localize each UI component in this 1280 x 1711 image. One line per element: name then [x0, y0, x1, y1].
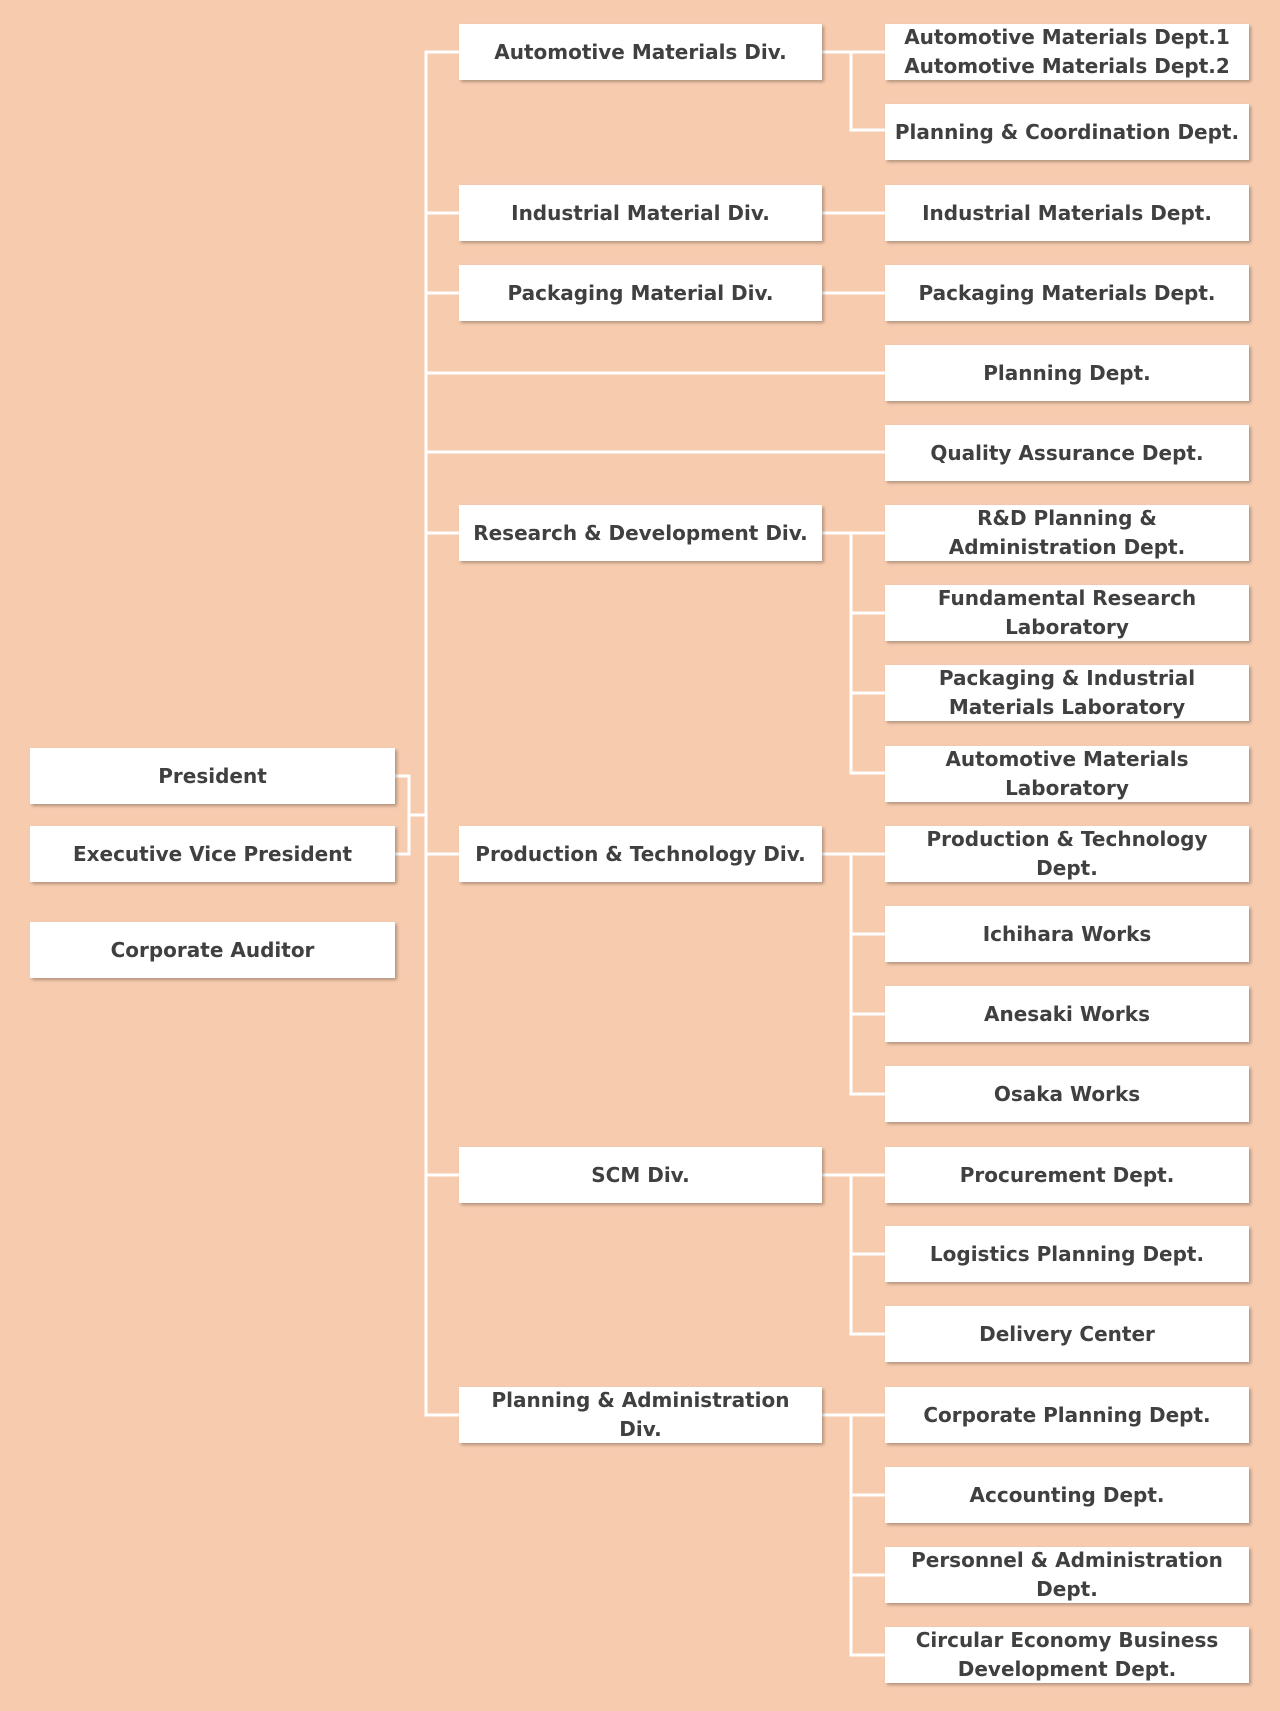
- division-planning-administration: Planning & Administration Div.: [459, 1387, 822, 1443]
- corporate-auditor-box: Corporate Auditor: [30, 922, 395, 978]
- dept-corporate-planning: Corporate Planning Dept.: [885, 1387, 1249, 1443]
- division-industrial-material: Industrial Material Div.: [459, 185, 822, 241]
- division-research-development: Research & Development Div.: [459, 505, 822, 561]
- dept-procurement: Procurement Dept.: [885, 1147, 1249, 1203]
- dept-accounting: Accounting Dept.: [885, 1467, 1249, 1523]
- dept-fundamental-research-lab: Fundamental Research Laboratory: [885, 585, 1249, 641]
- dept-rd-planning-administration: R&D Planning & Administration Dept.: [885, 505, 1249, 561]
- dept-personnel-administration: Personnel & Administration Dept.: [885, 1547, 1249, 1603]
- dept-osaka-works: Osaka Works: [885, 1066, 1249, 1122]
- executive-vice-president-box: Executive Vice President: [30, 826, 395, 882]
- dept-production-technology: Production & Technology Dept.: [885, 826, 1249, 882]
- dept-packaging-materials: Packaging Materials Dept.: [885, 265, 1249, 321]
- dept-automotive-materials-1-2: Automotive Materials Dept.1 Automotive Materials Dept.2: [885, 24, 1249, 80]
- dept-industrial-materials: Industrial Materials Dept.: [885, 185, 1249, 241]
- dept-circular-economy: Circular Economy Business Development Dept.: [885, 1627, 1249, 1683]
- division-production-technology: Production & Technology Div.: [459, 826, 822, 882]
- dept-automotive-materials-lab: Automotive Materials Laboratory: [885, 746, 1249, 802]
- dept-delivery-center: Delivery Center: [885, 1306, 1249, 1362]
- dept-ichihara-works: Ichihara Works: [885, 906, 1249, 962]
- division-packaging-material: Packaging Material Div.: [459, 265, 822, 321]
- division-automotive-materials: Automotive Materials Div.: [459, 24, 822, 80]
- division-scm: SCM Div.: [459, 1147, 822, 1203]
- president-box: President: [30, 748, 395, 804]
- dept-quality-assurance: Quality Assurance Dept.: [885, 425, 1249, 481]
- dept-logistics-planning: Logistics Planning Dept.: [885, 1226, 1249, 1282]
- dept-anesaki-works: Anesaki Works: [885, 986, 1249, 1042]
- dept-planning: Planning Dept.: [885, 345, 1249, 401]
- dept-planning-coordination: Planning & Coordination Dept.: [885, 104, 1249, 160]
- dept-packaging-industrial-lab: Packaging & Industrial Materials Laboratory: [885, 665, 1249, 721]
